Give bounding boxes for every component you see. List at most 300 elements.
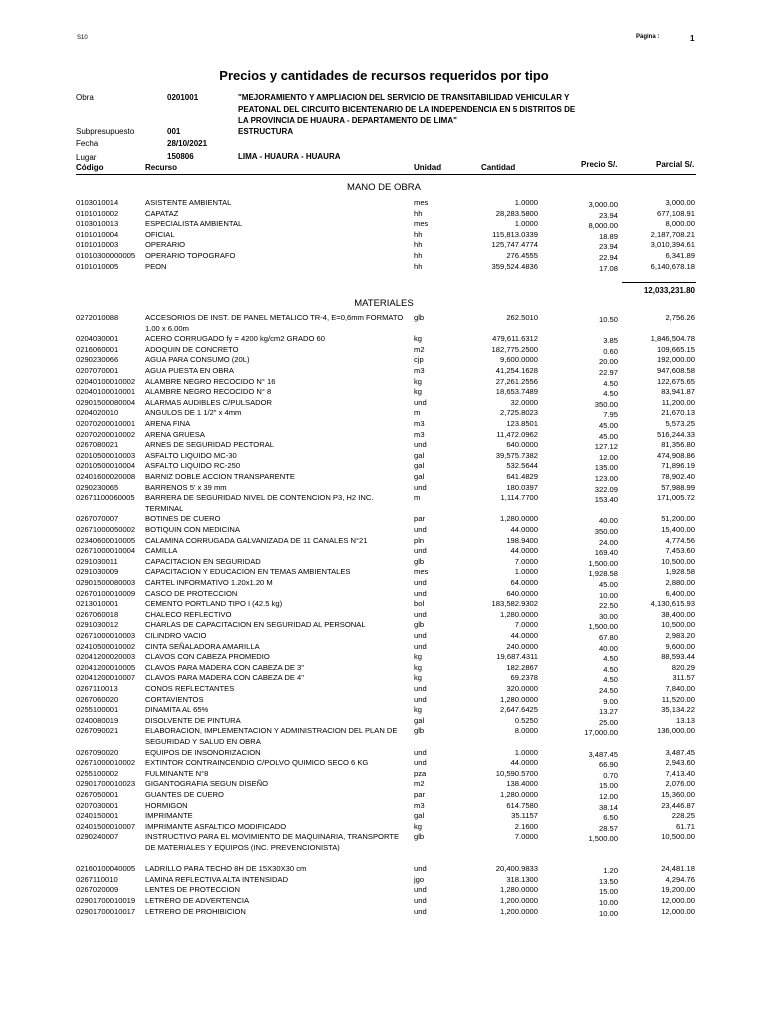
resource-code: 02340600010005 (76, 535, 136, 545)
table-row (0, 355, 768, 366)
section-title-mano-de-obra: MANO DE OBRA (347, 182, 421, 193)
resource-price: 153.40 (594, 495, 618, 505)
resource-price: 66.90 (598, 760, 618, 770)
resource-unit: und (414, 641, 427, 651)
resource-price: 350.00 (594, 527, 618, 536)
resource-quantity: 182,775.2500 (491, 344, 538, 354)
lugar-name: LIMA - HUAURA - HUAURA (238, 152, 341, 161)
resource-partial: 19,200.00 (661, 885, 695, 895)
report-code: S10 (77, 35, 88, 41)
resource-unit: gal (414, 450, 425, 460)
table-row (0, 230, 768, 241)
resource-name: BOTIQUIN CON MEDICINA (145, 525, 240, 534)
resource-partial: 11,200.00 (661, 397, 695, 407)
resource-unit: und (414, 906, 427, 916)
resource-partial: 4,774.56 (665, 535, 695, 545)
fecha-label: Fecha (76, 139, 99, 148)
resource-name: PEON (145, 261, 167, 271)
resource-code: 02671000010002 (76, 758, 136, 768)
resource-partial: 6,400.00 (665, 588, 695, 598)
resource-name: CHARLAS DE CAPACITACION EN SEGURIDAD AL PERSONAL (145, 620, 366, 630)
resource-partial: 11,520.00 (661, 694, 695, 704)
resource-price: 13.50 (598, 876, 618, 886)
resource-code: 02901700010019 (76, 896, 136, 905)
resource-unit: mes (414, 198, 429, 207)
resource-price: 40.00 (598, 643, 618, 653)
resource-price: 1.20 (603, 866, 618, 876)
resource-code: 02901500080004 (76, 397, 136, 407)
resource-code: 0267020009 (76, 885, 119, 895)
resource-code: 02041200020003 (76, 652, 136, 662)
resource-price: 25.00 (598, 717, 618, 727)
subpresupuesto-code: 001 (167, 127, 181, 136)
subtotal-rule (622, 282, 696, 283)
resource-price: 17.08 (598, 263, 618, 273)
resource-code: 02901500080003 (76, 578, 136, 587)
resource-price: 7.95 (603, 410, 618, 420)
resource-price: 123.00 (594, 474, 618, 483)
resource-quantity: 198.9400 (506, 535, 538, 545)
resource-code: 02010500010003 (76, 450, 136, 460)
resource-quantity: 18,653.7489 (495, 387, 538, 397)
table-row (0, 209, 768, 220)
resource-quantity: 1.0000 (514, 747, 538, 757)
resource-price: 38.14 (598, 802, 618, 812)
resource-price: 12.00 (598, 452, 618, 462)
resource-quantity: 182.2867 (506, 662, 538, 672)
resource-unit: und (414, 896, 427, 905)
resource-unit: und (414, 546, 427, 556)
resource-name: ANGULOS DE 1 1/2" x 4mm (145, 408, 242, 418)
resource-unit: kg (414, 387, 423, 397)
resource-name: CLAVOS CON CABEZA PROMEDIO (145, 652, 270, 662)
resource-name: EXTINTOR CONTRAINCENDIO C/POLVO QUIMICO SECO 6 KG (145, 758, 369, 768)
resource-code: 02901700010023 (76, 779, 136, 789)
resource-name: IMPRIMANTE ASFALTICO MODIFICADO (145, 821, 287, 831)
table-row (0, 345, 768, 356)
resource-quantity: 7.0000 (514, 556, 538, 566)
resource-name: CASCO DE PROTECCION (145, 588, 238, 598)
resource-price: 17,000.00 (584, 728, 618, 738)
mano-de-obra-total: 12,033,231.80 (643, 286, 695, 295)
resource-price: 1,928.58 (588, 569, 618, 579)
resource-code: 02670100010009 (76, 588, 136, 598)
table-row (0, 589, 768, 600)
resource-name: OPERARIO TOPOGRAFO (145, 251, 236, 260)
resource-partial: 474,908.86 (656, 450, 695, 460)
resource-quantity: 1,200.0000 (499, 896, 538, 905)
table-row (0, 493, 768, 514)
table-row (0, 599, 768, 610)
resource-name: EQUIPOS DE INSONORIZACION (145, 747, 261, 757)
resource-quantity: 64.0000 (510, 578, 538, 587)
resource-quantity: 125,747.4774 (491, 240, 538, 250)
resource-name: CINTA SEÑALADORA AMARILLA (145, 641, 260, 651)
table-row (0, 461, 768, 472)
table-row (0, 546, 768, 557)
col-header-cantidad: Cantidad (481, 163, 516, 172)
resource-name: BOTINES DE CUERO (145, 514, 221, 524)
resource-code: 02040100010001 (76, 387, 136, 397)
lugar-code: 150806 (167, 152, 194, 161)
table-row (0, 240, 768, 251)
resource-code: 0291030011 (76, 556, 118, 566)
resource-unit: m3 (414, 429, 425, 439)
resource-partial: 3,000.00 (665, 198, 695, 207)
resource-unit: m2 (414, 779, 425, 789)
resource-code: 0255100001 (76, 705, 119, 715)
resource-code: 0267060020 (76, 694, 119, 704)
resource-code: 0267090021 (76, 726, 119, 736)
resource-code: 02410500010002 (76, 641, 136, 651)
table-row (0, 790, 768, 801)
table-row (0, 726, 768, 747)
table-row (0, 567, 768, 578)
resource-unit: glb (414, 313, 425, 322)
resource-quantity: 27,261.2556 (495, 376, 538, 386)
resource-partial: 88,593.44 (661, 652, 695, 662)
resource-quantity: 41,254.1628 (495, 366, 538, 375)
resource-code: 02671000010004 (76, 546, 136, 556)
resource-quantity: 640.0000 (506, 588, 538, 598)
resource-partial: 2,880.00 (665, 578, 695, 587)
resource-unit: m3 (414, 366, 425, 375)
resource-quantity: 1,280.0000 (499, 885, 538, 895)
resource-code: 0207070001 (76, 366, 119, 375)
col-header-recurso: Recurso (145, 163, 178, 172)
obra-description-line-1: "MEJORAMIENTO Y AMPLIACION DEL SERVICIO DE TRANSITABILIDAD VEHICULAR Y (238, 93, 570, 102)
resource-price: 1,500.00 (588, 558, 618, 568)
resource-partial: 228.25 (671, 811, 695, 821)
resource-quantity: 138.4000 (506, 779, 538, 789)
resource-price: 0.70 (603, 770, 618, 780)
resource-code: 02040100010002 (76, 376, 136, 386)
resource-quantity: 1,280.0000 (499, 514, 538, 524)
subpresupuesto-label: Subpresupuesto (76, 127, 135, 136)
resource-unit: hh (414, 229, 423, 239)
resource-unit: und (414, 588, 427, 598)
resource-quantity: 11,472.0962 (496, 429, 538, 439)
resource-price: 15.00 (598, 781, 618, 791)
resource-unit: m2 (414, 344, 425, 354)
table-row (0, 652, 768, 663)
resource-code: 0204030001 (76, 334, 119, 344)
resource-name: ACCESORIOS DE INST. DE PANEL METALICO TR-4, E=0,6mm FORMATO 1.00 x 6.00m (145, 313, 404, 333)
resource-partial: 5,573.25 (665, 419, 695, 428)
resource-code: 0290230066 (76, 355, 119, 365)
resource-partial: 3,010,394.61 (650, 240, 695, 250)
table-row (0, 769, 768, 780)
resource-partial: 6,341.89 (665, 251, 695, 260)
table-row (0, 832, 768, 864)
resource-partial: 8,000.00 (665, 219, 695, 229)
resource-quantity: 1.0000 (514, 567, 538, 577)
resource-name: ARENA GRUESA (145, 429, 205, 439)
resource-price: 4.50 (603, 654, 618, 664)
resource-quantity: 35.1157 (511, 811, 538, 821)
resource-partial: 516,244.33 (656, 429, 695, 439)
resource-name: CAPACITACION Y EDUCACION EN TEMAS AMBIENTALES (145, 567, 351, 577)
resource-quantity: 2,647.6425 (499, 705, 538, 715)
resource-quantity: 44.0000 (510, 631, 538, 640)
resource-name: BARNIZ DOBLE ACCION TRANSPARENTE (145, 472, 295, 481)
resource-name: OPERARIO (145, 240, 186, 250)
resource-partial: 7,453.60 (665, 546, 695, 556)
resource-name: INSTRUCTIVO PARA EL MOVIMIENTO DE MAQUINARIA, TRANSPORTE DE MATERIALES Y EQUIPOS (INC. PREVENCIONISTA) (145, 832, 400, 852)
resource-price: 8,000.00 (588, 221, 618, 231)
resource-name: AGUA PARA CONSUMO (20L) (145, 355, 250, 365)
resource-quantity: 19,687.4311 (496, 652, 538, 662)
resource-quantity: 20,400.9833 (495, 864, 538, 874)
resource-partial: 3,487.45 (665, 747, 695, 757)
table-row (0, 536, 768, 547)
table-row (0, 525, 768, 536)
resource-name: ADOQUIN DE CONCRETO (145, 344, 239, 354)
resource-name: CLAVOS PARA MADERA CON CABEZA DE 3" (145, 662, 304, 672)
resource-code: 0267110013 (76, 684, 118, 693)
resource-code: 02010500010004 (76, 461, 136, 471)
resource-name: LAMINA REFLECTIVA ALTA INTENSIDAD (145, 874, 289, 884)
resource-unit: glb (414, 620, 425, 630)
obra-description-line-3: LA PROVINCIA DE HUAURA - DEPARTAMENTO DE LIMA" (238, 116, 457, 125)
resource-code: 0216060001 (76, 344, 119, 354)
resource-partial: 10,500.00 (661, 832, 695, 842)
resource-quantity: 532.5644 (506, 461, 538, 471)
resource-price: 10.50 (598, 315, 618, 324)
resource-unit: kg (414, 334, 423, 344)
table-row (0, 811, 768, 822)
resource-partial: 38,400.00 (661, 609, 695, 619)
resource-price: 3,487.45 (588, 749, 618, 759)
resource-unit: kg (414, 705, 423, 715)
resource-unit: gal (414, 472, 425, 481)
resource-price: 4.50 (603, 389, 618, 399)
resource-unit: kg (414, 662, 423, 672)
resource-unit: und (414, 482, 427, 492)
resource-partial: 2,187,708.21 (650, 229, 695, 239)
resource-name: ALARMAS AUDIBLES C/PULSADOR (145, 397, 273, 407)
table-row (0, 514, 768, 525)
resource-quantity: 1,280.0000 (499, 609, 538, 619)
resource-quantity: 44.0000 (510, 546, 538, 556)
resource-price: 6.50 (603, 813, 618, 823)
resource-partial: 10,500.00 (661, 620, 695, 630)
resource-unit: und (414, 631, 427, 640)
resource-unit: und (414, 747, 427, 757)
resource-name: FULMINANTE N°8 (145, 768, 209, 778)
resource-partial: 10,500.00 (661, 556, 695, 566)
resource-price: 135.00 (594, 463, 618, 473)
resource-price: 45.00 (598, 431, 618, 441)
table-row (0, 716, 768, 727)
resource-unit: glb (414, 726, 425, 736)
resource-quantity: 2,725.8023 (499, 408, 538, 418)
resource-partial: 136,000.00 (656, 726, 695, 736)
resource-partial: 192,000.00 (656, 355, 695, 365)
table-row (0, 557, 768, 568)
resource-name: GIGANTOGRAFIA SEGUN DISEÑO (145, 779, 269, 789)
resource-partial: 2,943.60 (665, 758, 695, 768)
resource-quantity: 7.0000 (514, 620, 538, 630)
resource-price: 23.94 (598, 242, 618, 252)
resource-unit: hh (414, 251, 423, 260)
resource-unit: hh (414, 240, 423, 250)
resource-price: 3,000.00 (588, 200, 618, 209)
resource-unit: gal (414, 715, 425, 725)
resource-code: 0101010003 (76, 240, 119, 250)
resource-code: 02671000050002 (76, 525, 136, 534)
resource-unit: bol (414, 599, 425, 609)
resource-code: 02041200010005 (76, 662, 136, 672)
resource-partial: 51,200.00 (661, 514, 695, 524)
resource-name: LETRERO DE PROHIBICION (145, 906, 246, 916)
resource-price: 22.50 (598, 601, 618, 611)
resource-name: CONOS REFLECTANTES (145, 684, 235, 693)
resource-quantity: 1.0000 (514, 219, 538, 229)
resource-price: 24.50 (598, 686, 618, 695)
resource-partial: 947,608.58 (656, 366, 695, 375)
resource-unit: und (414, 694, 427, 704)
resource-code: 0101010004 (76, 229, 119, 239)
resource-name: LETRERO DE ADVERTENCIA (145, 896, 250, 905)
resource-name: ACERO CORRUGADO fy = 4200 kg/cm2 GRADO 60 (145, 334, 325, 344)
table-row (0, 864, 768, 875)
col-header-parcial: Parcial S/. (656, 160, 695, 169)
col-header-codigo: Código (76, 163, 104, 172)
lugar-label: Lugar (76, 153, 97, 162)
resource-code: 02401600020008 (76, 472, 136, 481)
resource-quantity: 123.8501 (506, 419, 538, 428)
resource-price: 3.85 (603, 336, 618, 346)
page-label: Página : (636, 34, 660, 40)
resource-partial: 4,294.76 (665, 874, 695, 884)
table-row (0, 801, 768, 812)
resource-price: 127.12 (594, 442, 618, 452)
obra-code: 0201001 (167, 93, 199, 102)
resource-price: 15.00 (598, 887, 618, 897)
resource-unit: mes (414, 567, 429, 577)
resource-unit: und (414, 578, 427, 587)
table-row (0, 366, 768, 377)
resource-quantity: 39,575.7382 (495, 450, 538, 460)
resource-partial: 4,130,615.93 (650, 599, 695, 609)
resource-code: 0291030012 (76, 620, 119, 630)
header-rule (76, 174, 696, 175)
resource-quantity: 641.4829 (506, 472, 538, 481)
resource-price: 67.80 (598, 633, 618, 642)
resource-name: DINAMITA AL 65% (145, 705, 209, 715)
resource-code: 02671000010003 (76, 631, 136, 640)
resource-unit: m (414, 493, 421, 503)
resource-code: 0290240007 (76, 832, 119, 842)
resource-price: 22.94 (598, 253, 618, 262)
resource-partial: 109,665.15 (656, 344, 695, 354)
resource-quantity: 320.0000 (506, 684, 538, 693)
resource-price: 12.00 (598, 792, 618, 801)
resource-partial: 13.13 (675, 715, 695, 725)
section-title-materiales: MATERIALES (354, 298, 414, 309)
table-row (0, 451, 768, 462)
page-number: 1 (690, 34, 695, 43)
resource-name: IMPRIMANTE (145, 811, 193, 821)
resource-name: ARENA FINA (145, 419, 191, 428)
resource-price: 13.27 (598, 707, 618, 717)
resource-price: 9.00 (603, 696, 618, 706)
page-title: Precios y cantidades de recursos requeridos por tipo (219, 68, 549, 83)
table-row (0, 758, 768, 769)
table-row (0, 472, 768, 483)
resource-code: 0267080021 (76, 440, 119, 450)
resource-partial: 24,481.18 (661, 864, 695, 874)
table-row (0, 198, 768, 209)
resource-name: ARNES DE SEGURIDAD PECTORAL (145, 440, 274, 450)
resource-quantity: 69.2378 (510, 673, 538, 683)
resource-quantity: 0.5250 (514, 715, 538, 725)
resource-quantity: 276.4555 (506, 251, 538, 260)
table-row (0, 408, 768, 419)
resource-quantity: 240.0000 (506, 641, 538, 651)
resource-quantity: 44.0000 (510, 758, 538, 768)
resource-unit: und (414, 684, 427, 693)
resource-price: 4.50 (603, 675, 618, 685)
resource-partial: 820.29 (671, 662, 695, 672)
resource-price: 45.00 (598, 421, 618, 430)
resource-price: 20.00 (598, 357, 618, 367)
resource-code: 01010300000005 (76, 251, 136, 260)
resource-name: CLAVOS PARA MADERA CON CABEZA DE 4" (145, 673, 304, 683)
resource-code: 0240150001 (76, 811, 119, 821)
resource-unit: und (414, 397, 427, 407)
resource-name: OFICIAL (145, 229, 175, 239)
resource-price: 45.00 (598, 580, 618, 589)
resource-price: 10.00 (598, 898, 618, 907)
resource-name: ASISTENTE AMBIENTAL (145, 198, 232, 207)
resource-quantity: 44.0000 (510, 525, 538, 534)
resource-price: 22.97 (598, 368, 618, 377)
resource-price: 1,500.00 (588, 622, 618, 632)
resource-code: 0204020010 (76, 408, 119, 418)
resource-unit: cjp (414, 355, 424, 365)
resource-partial: 7,840.00 (665, 684, 695, 693)
resource-price: 350.00 (594, 399, 618, 409)
resource-name: DISOLVENTE DE PINTURA (145, 715, 241, 725)
table-row (0, 430, 768, 441)
resource-quantity: 1,280.0000 (499, 790, 538, 799)
table-row (0, 262, 768, 273)
table-row (0, 313, 768, 334)
resource-name: ASFALTO LIQUIDO MC-30 (145, 450, 237, 460)
resource-name: CILINDRO VACIO (145, 631, 207, 640)
resource-partial: 71,896.19 (661, 461, 695, 471)
resource-unit: kg (414, 821, 423, 831)
resource-partial: 81,356.80 (661, 440, 695, 450)
resource-name: ASFALTO LIQUIDO RC-250 (145, 461, 241, 471)
resource-partial: 15,360.00 (661, 790, 695, 799)
table-row (0, 398, 768, 409)
table-row (0, 885, 768, 896)
resource-price: 10.00 (598, 590, 618, 600)
resource-unit: und (414, 440, 427, 450)
table-row (0, 219, 768, 230)
resource-name: CORTAVIENTOS (145, 694, 204, 704)
resource-price: 0.60 (603, 346, 618, 356)
resource-quantity: 640.0000 (506, 440, 538, 450)
resource-code: 0291030009 (76, 567, 119, 577)
resource-partial: 677,108.91 (656, 208, 695, 218)
resource-unit: m (414, 408, 421, 418)
resource-partial: 2,756.26 (665, 313, 695, 322)
resource-code: 0267110010 (76, 874, 118, 884)
